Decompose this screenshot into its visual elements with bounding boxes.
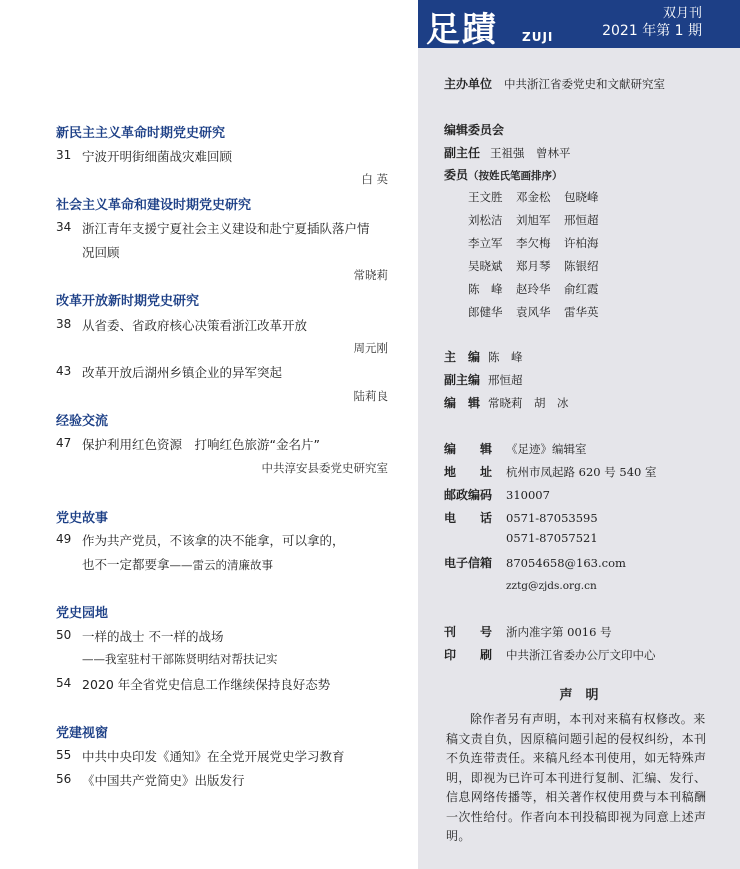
member-name: 郑月琴 <box>516 259 551 273</box>
toc-entry-subtitle: ——雷云的清廉故事 <box>169 558 274 572</box>
toc-entry-subtitle: ——我室驻村干部陈贤明结对帮扶记实 <box>82 652 278 666</box>
member-name: 雷华英 <box>564 305 599 319</box>
member-name: 刘旭军 <box>516 213 551 227</box>
editors-label: 编 辑 <box>444 396 481 410</box>
license-value: 浙内准字第 0016 号 <box>506 625 612 639</box>
committee-members-row <box>468 235 612 251</box>
committee-members-row <box>468 304 612 320</box>
member-name: 郎健华 <box>468 305 503 319</box>
publication-frequency: 双月刊 <box>662 6 702 21</box>
printer-value: 中共浙江省委办公厅文印中心 <box>506 648 656 662</box>
deputy-editor-row <box>444 371 523 388</box>
chief-editor-value: 陈 峰 <box>488 350 523 364</box>
toc-page-number: 34 <box>56 220 72 234</box>
toc-entry-title-continued[interactable]: 况回顾 <box>82 245 120 260</box>
member-name: 赵玲华 <box>516 282 551 296</box>
phone-row <box>444 509 598 526</box>
email-value[interactable]: 87054658@163.com <box>506 556 626 570</box>
address-value: 杭州市凤起路 620 号 540 室 <box>506 465 657 479</box>
members-label: 委员 <box>444 168 469 182</box>
toc-section-title: 社会主义革命和建设时期党史研究 <box>56 198 252 213</box>
members-label-row <box>444 166 563 183</box>
toc-entry-title[interactable]: 从省委、省政府核心决策看浙江改革开放 <box>82 318 308 333</box>
notice-title: 声 明 <box>559 688 599 703</box>
toc-page-number: 43 <box>56 364 72 378</box>
toc-entry-title[interactable]: 浙江青年支援宁夏社会主义建设和赴宁夏插队落户情 <box>82 221 370 236</box>
journal-logo: 足蹟 <box>426 10 498 50</box>
committee-members-row <box>468 281 612 297</box>
toc-entry-title[interactable]: 一样的战士 不一样的战场 <box>82 629 224 644</box>
toc-entry-title[interactable]: 《中国共产党简史》出版发行 <box>82 773 245 788</box>
member-name: 刘松洁 <box>468 213 503 227</box>
toc-section-title: 党史园地 <box>56 606 109 621</box>
address-row <box>444 463 657 480</box>
toc-page-number: 47 <box>56 436 72 450</box>
phone-value: 0571-87053595 <box>506 511 598 525</box>
sponsor-label: 主办单位 <box>444 77 493 91</box>
toc-page-number: 31 <box>56 148 72 162</box>
toc-page-number: 38 <box>56 317 72 331</box>
toc-entry-author: 常晓莉 <box>353 268 388 282</box>
postcode-label: 邮政编码 <box>444 488 493 502</box>
member-name: 邢恒超 <box>564 213 599 227</box>
email-label: 电子信箱 <box>444 556 493 570</box>
toc-entry-title[interactable]: 改革开放后湖州乡镇企业的异军突起 <box>82 365 283 380</box>
committee-members-row <box>468 212 612 228</box>
toc-section-title: 新民主主义革命时期党史研究 <box>56 126 226 141</box>
email-row-2 <box>506 578 597 592</box>
chief-editor-row <box>444 348 523 365</box>
phone-label: 电 话 <box>444 511 493 525</box>
toc-section-title: 改革开放新时期党史研究 <box>56 294 200 309</box>
office-label: 编 辑 <box>444 442 493 456</box>
masthead-panel <box>418 0 740 869</box>
sponsor-row <box>444 75 665 92</box>
journal-logo-latin: ZUJI <box>522 30 554 44</box>
address-label: 地 址 <box>444 465 493 479</box>
member-name: 李立军 <box>468 236 503 250</box>
toc-entry-author: 中共淳安县委党史研究室 <box>261 461 388 475</box>
toc-entry-title-cont-text: 也不一定都要拿 <box>82 557 170 572</box>
masthead-banner <box>418 0 740 48</box>
toc-section-title: 党建视窗 <box>56 726 109 741</box>
member-name: 许柏海 <box>564 236 599 250</box>
toc-page-number: 49 <box>56 532 72 546</box>
toc-entry-title[interactable]: 保护利用红色资源 打响红色旅游“金名片” <box>82 437 320 452</box>
toc-page-number: 54 <box>56 676 72 690</box>
postcode-row <box>444 486 550 503</box>
vice-director-label: 副主任 <box>444 146 481 160</box>
toc-entry-title[interactable]: 作为共产党员，不该拿的决不能拿，可以拿的， <box>82 533 345 548</box>
toc-entry-title[interactable]: 宁波开明街细菌战灾难回顾 <box>82 149 233 164</box>
notice-body: 除作者另有声明，本刊对来稿有权修改。来稿文责自负，因原稿问题引起的侵权纠纷，本刊不负连带责任。来稿凡经本刊使用，如无特殊声明，即视为已许可本刊进行复制、汇编、发行、信息网络传播等，相关著作权使用费与本刊稿酬一次性给付。作者向本刊投稿即视为同意上述声明。 <box>446 712 707 843</box>
phone-row-2 <box>506 531 598 545</box>
license-row <box>444 623 612 640</box>
editors-row <box>444 394 569 411</box>
members-note: （按姓氏笔画排序） <box>468 170 563 182</box>
toc-section-title: 党史故事 <box>56 511 109 526</box>
office-row <box>444 440 587 457</box>
postcode-value: 310007 <box>506 488 550 502</box>
deputy-editor-label: 副主编 <box>444 373 481 387</box>
toc-entry-author: 周元刚 <box>353 341 388 355</box>
toc-entry-author: 陆莉良 <box>353 389 388 403</box>
member-name: 俞红霞 <box>564 282 599 296</box>
member-name: 李欠梅 <box>516 236 551 250</box>
phone-value: 0571-87057521 <box>506 531 598 545</box>
member-name: 包晓峰 <box>564 190 599 204</box>
member-name: 袁风华 <box>516 305 551 319</box>
committee-members-row <box>468 189 612 205</box>
toc-page-number: 56 <box>56 772 72 786</box>
member-name: 王文胜 <box>468 190 503 204</box>
issue-number: 2021 年第 1 期 <box>602 23 702 39</box>
committee-members-row <box>468 258 612 274</box>
deputy-editor-value: 邢恒超 <box>488 373 523 387</box>
printer-label: 印 刷 <box>444 648 493 662</box>
toc-entry-title-continued[interactable] <box>82 555 273 573</box>
member-name: 邓金松 <box>516 190 551 204</box>
committee-title-text: 编辑委员会 <box>444 123 505 137</box>
chief-editor-label: 主 编 <box>444 350 481 364</box>
member-name: 陈 峰 <box>468 282 503 296</box>
toc-page-number: 50 <box>56 628 72 642</box>
toc-entry-title[interactable]: 中共中央印发《通知》在全党开展党史学习教育 <box>82 749 345 764</box>
email-row <box>444 554 626 571</box>
office-value: 《足迹》编辑室 <box>506 442 587 456</box>
committee-title <box>444 121 504 138</box>
toc-page-number: 55 <box>56 748 72 762</box>
sponsor-value: 中共浙江省委党史和文献研究室 <box>504 77 666 91</box>
printer-row <box>444 646 656 663</box>
vice-director-row <box>444 144 571 161</box>
member-name: 吴晓斌 <box>468 259 503 273</box>
member-name: 陈银绍 <box>564 259 599 273</box>
toc-section-title: 经验交流 <box>56 414 109 429</box>
toc-entry-title[interactable]: 2020 年全省党史信息工作继续保持良好态势 <box>82 677 331 692</box>
vice-director-value: 王祖强 曾林平 <box>490 146 571 160</box>
license-label: 刊 号 <box>444 625 493 639</box>
toc-entry-author: 白 英 <box>361 172 388 186</box>
email-value[interactable]: zztg@zjds.org.cn <box>506 580 597 592</box>
editors-value: 常晓莉 胡 冰 <box>488 396 569 410</box>
